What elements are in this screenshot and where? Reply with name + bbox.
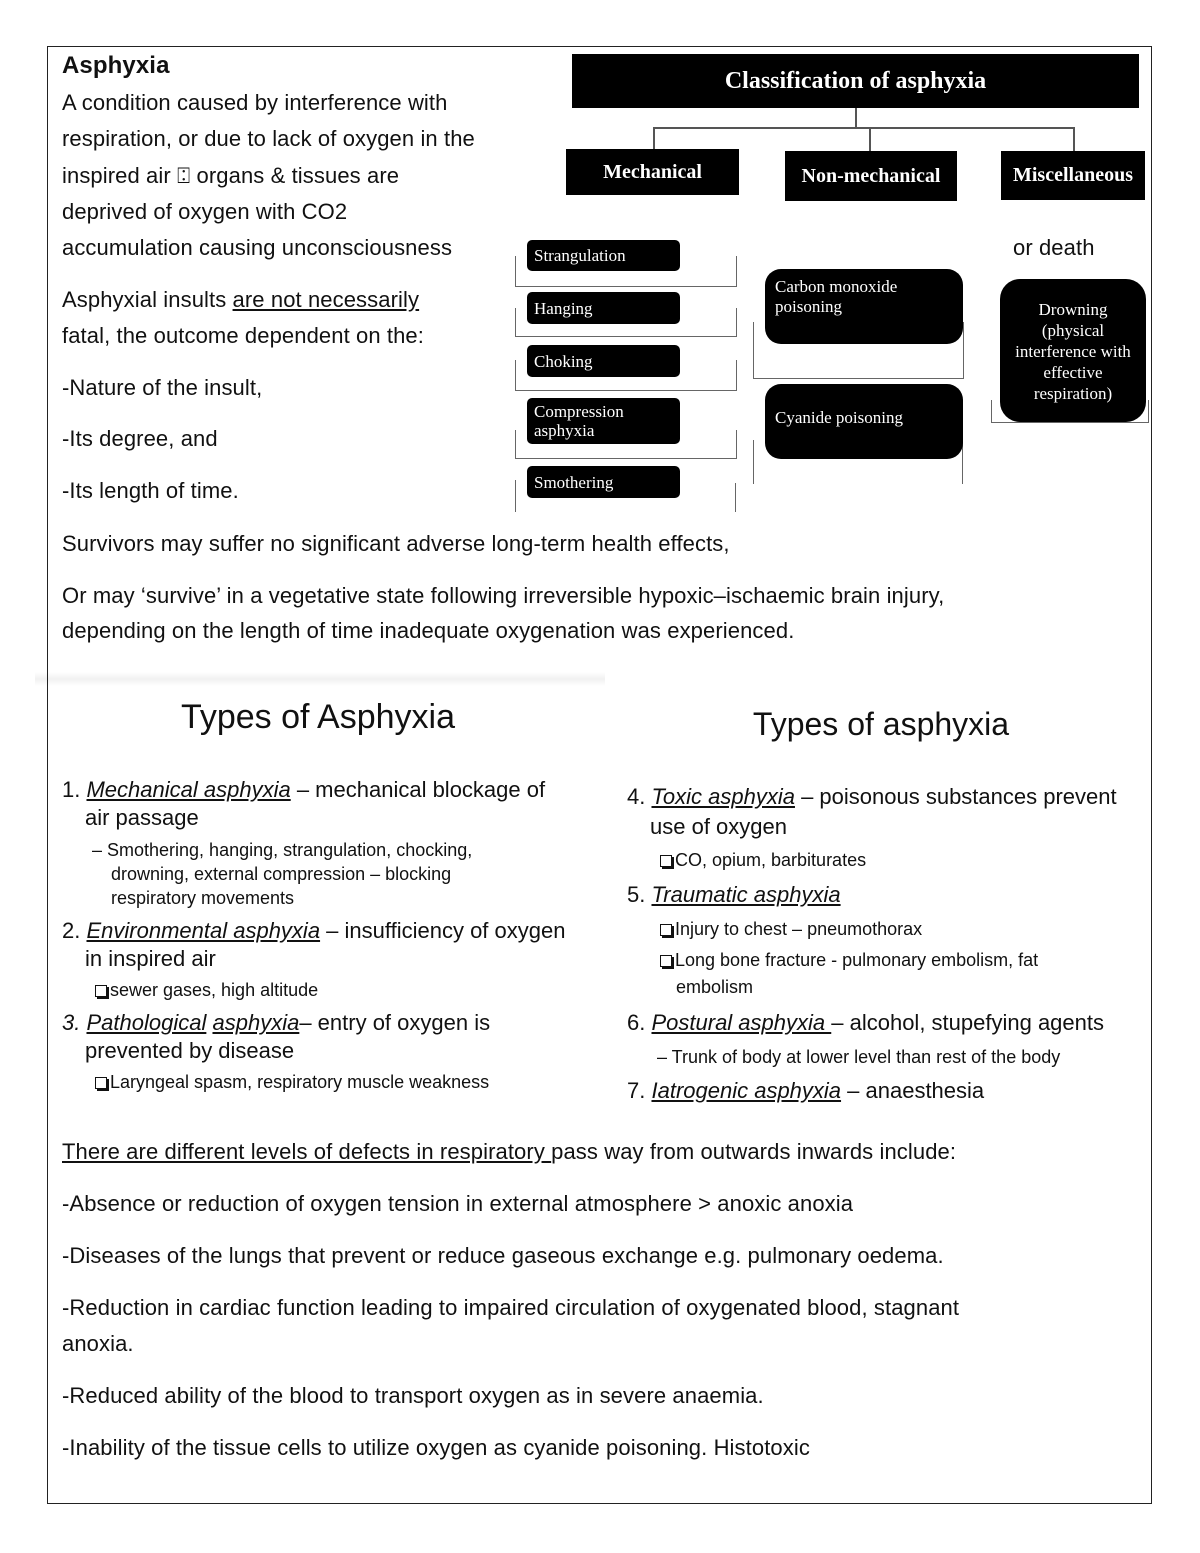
vegetative-text: Or may ‘survive’ in a vegetative state following irreversible hypoxic–ischaemic brain injury, [62,583,945,608]
diagram-title: Classification of asphyxia [572,54,1139,108]
item-rest: – alcohol, stupefying agents [831,1010,1104,1035]
item-number: 5. [627,882,646,907]
list-item [62,917,565,945]
item-lead: Pathological [86,1010,207,1035]
miscellaneous-type: Drowning (physical interference with effective respiration) [1000,279,1146,422]
level-item: -Absence or reduction of oxygen tension in external atmosphere > anoxic anoxia [62,1191,854,1216]
definition-line: respiration, or due to lack of oxygen in the [62,126,475,151]
sub-item: – Smothering, hanging, strangulation, chocking, [92,840,473,860]
connector [855,108,857,128]
non-mechanical-type: Carbon monoxide poisoning [765,269,963,344]
slide-title-right: Types of asphyxia [752,706,1010,742]
mechanical-type: Choking [527,345,680,377]
item-lead: Traumatic asphyxia [651,882,841,907]
non-mechanical-type: Cyanide poisoning [765,384,963,459]
item-rest: – poisonous substances prevent [794,784,1117,809]
list-item [627,1009,1104,1037]
vegetative-text: depending on the length of time inadequate oxygenation was experienced. [62,618,795,643]
slide-shadow [35,672,605,686]
fatal-underlined: are not necessarily [232,287,420,312]
sub-item [95,978,318,1002]
checkbox-bullet-icon [660,855,672,867]
list-item-cont: use of oxygen [650,814,787,839]
list-item-cont: in inspired air [85,946,216,971]
list-item-cont: air passage [85,805,199,830]
connector [653,127,655,149]
definition-line: inspired air ⍠ organs & tissues are [62,163,400,188]
connector [753,440,754,484]
list-item [627,783,1117,811]
item-number: 1. [62,777,81,802]
sub-item-text: CO, opium, barbiturates [675,850,867,870]
connector [515,480,516,512]
factor-item: -Nature of the insult, [62,375,263,400]
mechanical-type: Smothering [527,466,680,498]
definition-line: A condition caused by interference with [62,90,448,115]
category-miscellaneous: Miscellaneous [1001,151,1145,200]
item-rest: – anaesthesia [841,1078,985,1103]
item-rest: – entry of oxygen is [299,1010,491,1035]
sub-item [660,848,866,872]
connector [869,127,871,151]
sub-item-cont: embolism [676,977,754,997]
sub-item [660,917,922,941]
sub-item-text: Injury to chest – pneumothorax [675,919,923,939]
connector [1073,127,1075,151]
fatal-line-2: fatal, the outcome dependent on the: [62,323,424,348]
list-item [627,881,841,909]
item-lead: Iatrogenic asphyxia [651,1078,842,1103]
item-lead: Environmental asphyxia [86,918,321,943]
checkbox-bullet-icon [95,1077,107,1089]
sub-item-text: Long bone fracture - pulmonary embolism, fat [675,950,1039,970]
sub-item [95,1070,489,1094]
list-item-cont: prevented by disease [85,1038,295,1063]
category-non-mechanical: Non-mechanical [785,151,957,201]
mechanical-type: Hanging [527,292,680,324]
list-item [62,1009,490,1037]
sub-item-cont: drowning, external compression – blocking [111,864,452,884]
checkbox-bullet-icon [660,955,672,967]
connector [653,127,1075,129]
item-number: 6. [627,1010,646,1035]
level-item: -Diseases of the lungs that prevent or reduce gaseous exchange e.g. pulmonary oedema. [62,1243,944,1268]
item-lead: Mechanical asphyxia [86,777,291,802]
section-title: Asphyxia [62,52,170,79]
level-item-cont: anoxia. [62,1331,134,1356]
slide-title-left: Types of Asphyxia [180,698,456,736]
item-number: 3. [62,1010,81,1035]
item-lead: Toxic asphyxia [651,784,795,809]
item-lead: Postural asphyxia [651,1010,832,1035]
item-number: 4. [627,784,646,809]
level-item: -Reduced ability of the blood to transport oxygen as in severe anaemia. [62,1383,764,1408]
fatal-line [62,282,419,318]
list-item [62,776,545,804]
mechanical-type: Strangulation [527,240,680,271]
sub-item-cont: respiratory movements [111,888,295,908]
definition-line: deprived of oxygen with CO2 [62,199,348,224]
sub-item [660,948,1038,972]
levels-intro-underlined: There are different levels of defects in respiratory [62,1139,552,1164]
survivors-text: Survivors may suffer no significant adverse long-term health effects, [62,531,730,556]
levels-intro [62,1134,956,1170]
sub-item-text: Laryngeal spasm, respiratory muscle weakness [110,1072,490,1092]
factor-item: -Its length of time. [62,478,239,503]
item-number: 2. [62,918,81,943]
definition-line-end: or death [1013,235,1095,260]
list-item [627,1077,984,1105]
item-rest: – mechanical blockage of [290,777,546,802]
item-rest: – insufficiency of oxygen [320,918,566,943]
item-number: 7. [627,1078,646,1103]
sub-item: – Trunk of body at lower level than rest of the body [657,1047,1061,1067]
level-item: -Reduction in cardiac function leading to impaired circulation of oxygenated blood, stagnant [62,1295,960,1320]
level-item: -Inability of the tissue cells to utilize oxygen as cyanide poisoning. Histotoxic [62,1435,810,1460]
connector [735,483,736,512]
levels-intro-rest: pass way from outwards inwards include: [551,1139,957,1164]
checkbox-bullet-icon [95,985,107,997]
item-lead: asphyxia [212,1010,300,1035]
fatal-text: Asphyxial insults [62,287,233,312]
category-mechanical: Mechanical [566,149,739,195]
sub-item-text: sewer gases, high altitude [110,980,319,1000]
definition-line: accumulation causing unconsciousness [62,235,453,260]
factor-item: -Its degree, and [62,426,218,451]
mechanical-type: Compression asphyxia [527,398,680,444]
checkbox-bullet-icon [660,924,672,936]
